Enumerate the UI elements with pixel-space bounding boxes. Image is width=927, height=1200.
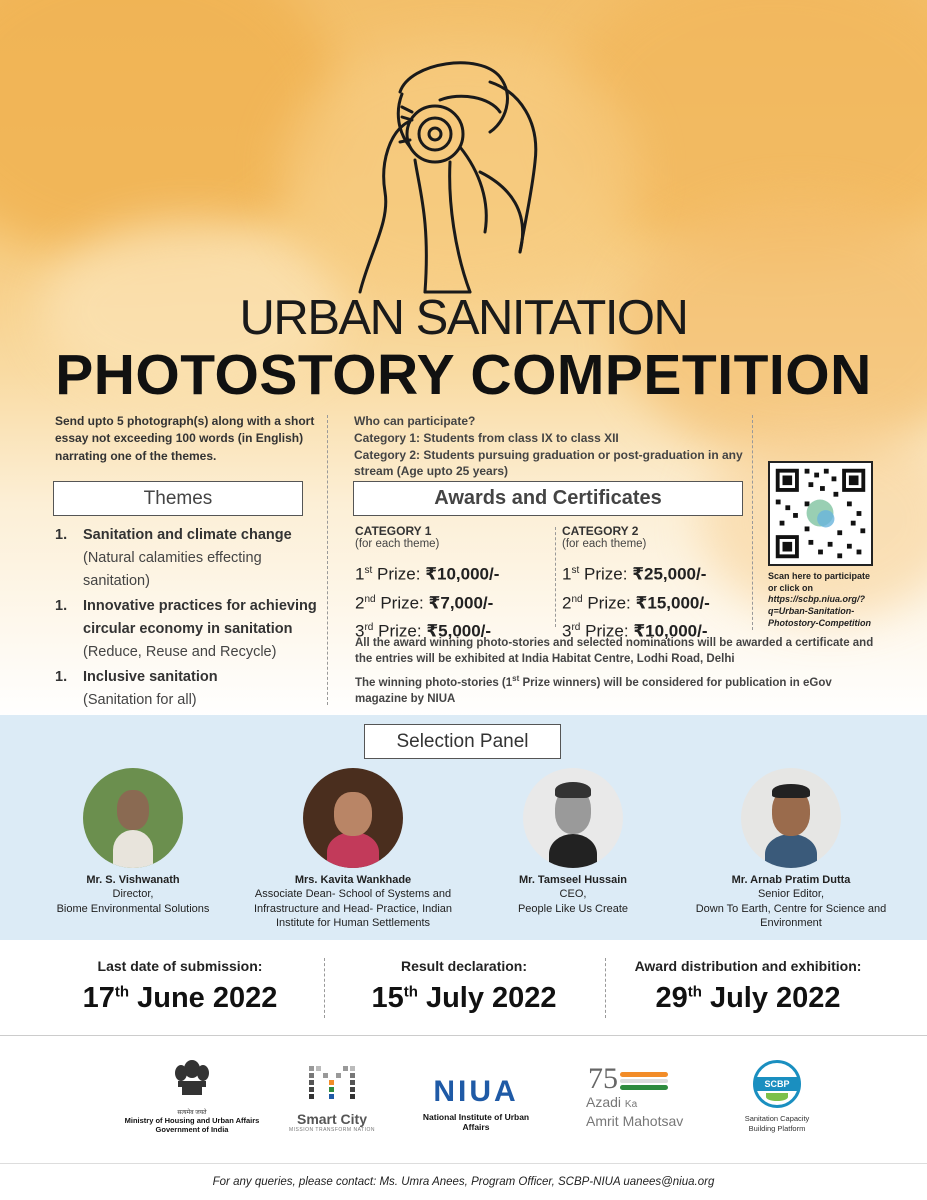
column-divider [327,415,328,705]
title-line-1: URBAN SANITATION [239,291,688,345]
eligibility [354,413,754,480]
award-distribution [608,958,888,1015]
date-label: Last date of submission: [97,958,263,974]
avatar [303,768,403,868]
date-label: Award distribution and exhibition: [634,958,862,974]
avatar [83,768,183,868]
participation-link[interactable]: https://scbp.niua.org/?q=Urban-Sanitation-Photostory-Competition [768,594,871,628]
intro-text: Send upto 5 photograph(s) along with a short essay not exceeding 100 words (in English) narrating one of the themes. [55,414,315,463]
photographer-illustration [340,52,570,302]
theme-name: Innovative practices for achieving circular economy in sanitation [83,598,317,637]
member-role: Senior Editor, Down To Earth, Centre for Science and Environment [695,888,887,929]
member-name: Mr. S. Vishwanath [86,874,180,886]
eligibility-category-1: Category 1: Students from class IX to class XII [354,430,619,445]
awards-heading: Awards and Certificates [353,481,743,516]
category-name: CATEGORY 1 [355,524,432,538]
qr-caption: Scan here to participate or click on https://scbp.niua.org/?q=Urban-Sanitation-Photostory-Competition [768,571,871,628]
theme-item [55,524,325,593]
panel-member [468,768,678,916]
member-name: Mrs. Kavita Wankhade [294,874,412,886]
eligibility-question: Who can participate? [354,414,476,428]
member-role: Director, Biome Environmental Solutions [56,888,210,915]
award-category-2 [562,524,762,644]
theme-number: 1. [55,669,68,685]
theme-item [55,595,325,664]
category-divider [555,527,556,627]
theme-subtitle: (Reduce, Reuse and Recycle) [83,644,277,660]
separator [0,1035,927,1036]
panel-member [686,768,896,930]
prize-row: 2nd Prize: ₹15,000/- [562,593,710,613]
azadi-ka-amrit-mahotsav-logo: 75 Azadi Ka Amrit Mahotsav [586,1062,684,1129]
date-divider [605,958,606,1018]
smart-city-grid-icon [307,1062,357,1106]
category-name: CATEGORY 2 [562,524,639,538]
member-name: Mr. Tamseel Hussain [518,874,627,886]
themes-heading: Themes [53,481,303,516]
date-value: 17th June 2022 [82,982,278,1014]
column-divider [752,415,753,630]
smart-city-logo: Smart City MISSION TRANSFORM NATION [282,1062,382,1133]
eligibility-category-2: Category 2: Students pursuing graduation or post-graduation in any stream (Age upto 25 years) [354,447,743,479]
submission-deadline [40,958,320,1015]
awards-publication-note: The winning photo-stories (1st Prize winners) will be considered for publication in eGov magazine by NIUA [355,674,832,705]
award-category-1 [355,524,555,644]
mohua-logo: सत्यमेव जयते Ministry of Housing and Urban Affairs Government of India [112,1057,272,1134]
category-subtitle: (for each theme) [562,538,647,550]
panel-member [248,768,458,930]
date-label: Result declaration: [400,958,528,974]
contact-footer: For any queries, please contact: Ms. Umra Anees, Program Officer, SCBP-NIUA uanees@niua.org [0,1163,927,1200]
scbp-logo: SCBP Sanitation Capacity Building Platform [722,1060,832,1134]
theme-item [55,666,325,712]
member-role: Associate Dean- School of Systems and Infrastructure and Head- Practice, Indian Institute for Human Settlements [253,888,453,929]
title-line-2: PHOTOSTORY COMPETITION [55,343,872,407]
date-value: 29th July 2022 [655,982,841,1014]
selection-panel-heading: Selection Panel [364,724,561,759]
avatar [523,768,623,868]
avatar [741,768,841,868]
category-subtitle: (for each theme) [355,538,440,550]
theme-subtitle: (Sanitation for all) [83,692,197,708]
panel-member [28,768,238,916]
theme-number: 1. [55,598,68,614]
result-declaration [324,958,604,1015]
themes-list [55,524,325,714]
theme-number: 1. [55,527,68,543]
awards-certificate-note: All the award winning photo-stories and selected nominations will be awarded a certificate and the entries will be exhibited at India Habitat Centre, Lodhi Road, Delhi [355,637,874,666]
prize-row: 3rd Prize: ₹10,000/- [562,621,708,641]
niua-logo: NIUA National Institute of Urban Affairs [422,1075,530,1132]
member-name: Mr. Arnab Pratim Dutta [731,874,851,886]
theme-subtitle: (Natural calamities effecting sanitation) [83,550,262,589]
prize-row: 1st Prize: ₹10,000/- [355,564,500,584]
member-role: CEO, People Like Us Create [517,888,629,915]
prize-row: 1st Prize: ₹25,000/- [562,564,707,584]
emblem-icon [172,1057,212,1103]
prize-row: 2nd Prize: ₹7,000/- [355,593,494,613]
qr-code[interactable] [768,461,873,566]
date-value: 15th July 2022 [371,982,557,1014]
theme-name: Sanitation and climate change [83,527,292,543]
prize-row: 3rd Prize: ₹5,000/- [355,621,492,641]
theme-name: Inclusive sanitation [83,669,218,685]
